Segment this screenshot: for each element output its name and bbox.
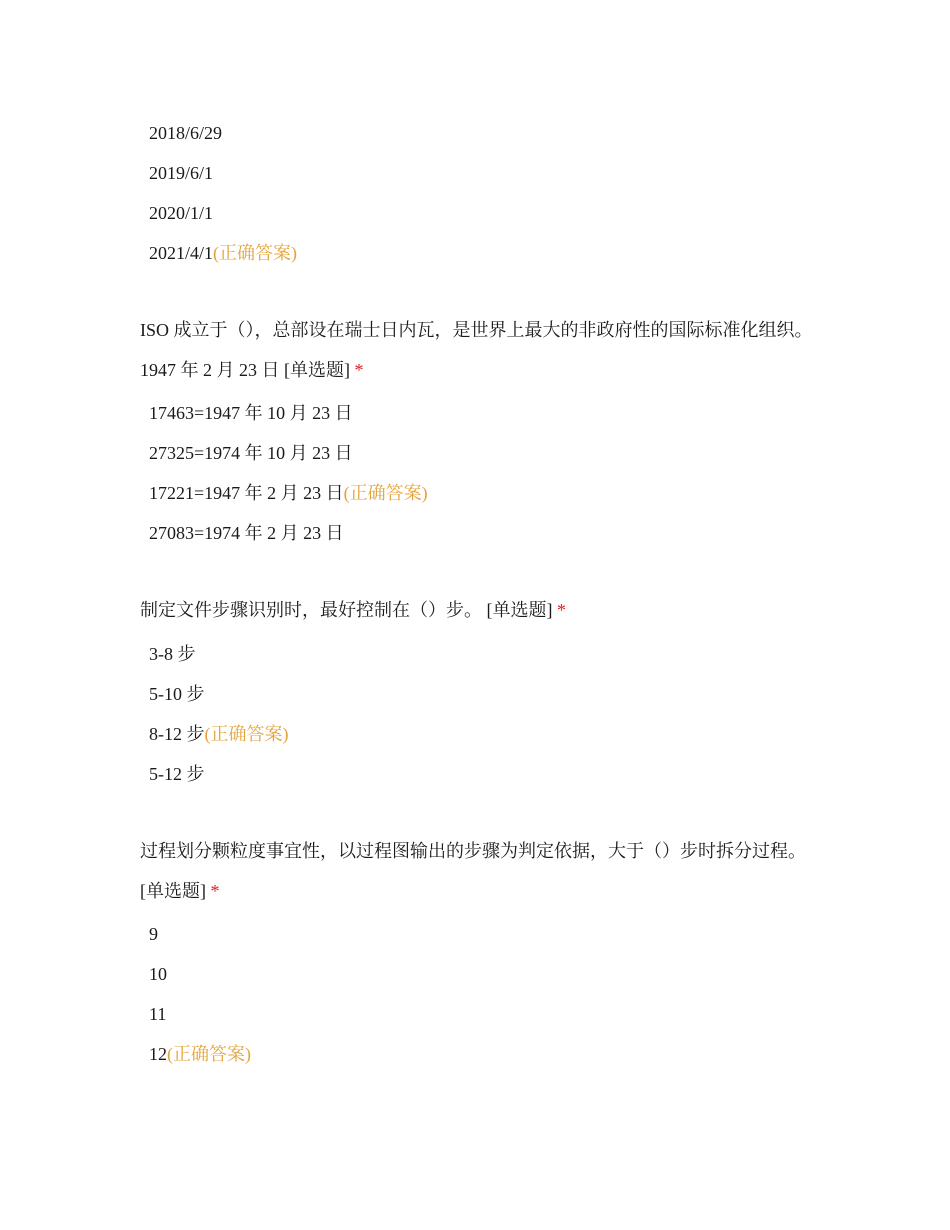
option-4-b: 10: [149, 964, 167, 984]
option-3-b: 5-10 步: [149, 684, 205, 704]
option-2-c: 17221=1947 年 2 月 23 日(正确答案): [149, 483, 428, 503]
option-2-a: 17463=1947 年 10 月 23 日: [149, 403, 353, 423]
option-1-b: 2019/6/1: [149, 163, 214, 183]
option-1-c: 2020/1/1: [149, 203, 214, 223]
correct-answer-tag: (正确答案): [213, 243, 298, 263]
correct-answer-tag: (正确答案): [204, 724, 289, 744]
question-text: 制定文件步骤识别时，最好控制在（）步。 [单选题] *: [140, 600, 566, 620]
required-mark: *: [354, 360, 364, 380]
required-mark: *: [557, 600, 566, 620]
option-4-c: 11: [149, 1004, 167, 1024]
correct-answer-tag: (正确答案): [167, 1044, 251, 1064]
option-2-d: 27083=1974 年 2 月 23 日: [149, 523, 344, 543]
required-mark: *: [210, 881, 220, 901]
option-1-a: 2018/6/29: [149, 123, 223, 143]
option-4-d: 12(正确答案): [149, 1044, 251, 1064]
question-text: 过程划分颗粒度事宜性，以过程图输出的步骤为判定依据，大于（）步时拆分过程。 [单选题] *: [140, 841, 806, 901]
option-3-d: 5-12 步: [149, 764, 205, 784]
option-4-a: 9: [149, 924, 158, 944]
correct-answer-tag: (正确答案): [343, 483, 428, 503]
option-2-b: 27325=1974 年 10 月 23 日: [149, 443, 353, 463]
option-3-c: 8-12 步(正确答案): [149, 724, 289, 744]
option-3-a: 3-8 步: [149, 644, 196, 664]
option-1-d: 2021/4/1(正确答案): [149, 243, 298, 263]
question-text: ISO 成立于（），总部设在瑞士日内瓦，是世界上最大的非政府性的国际标准化组织。1947 年 2 月 23 日 [单选题] *: [140, 320, 813, 380]
